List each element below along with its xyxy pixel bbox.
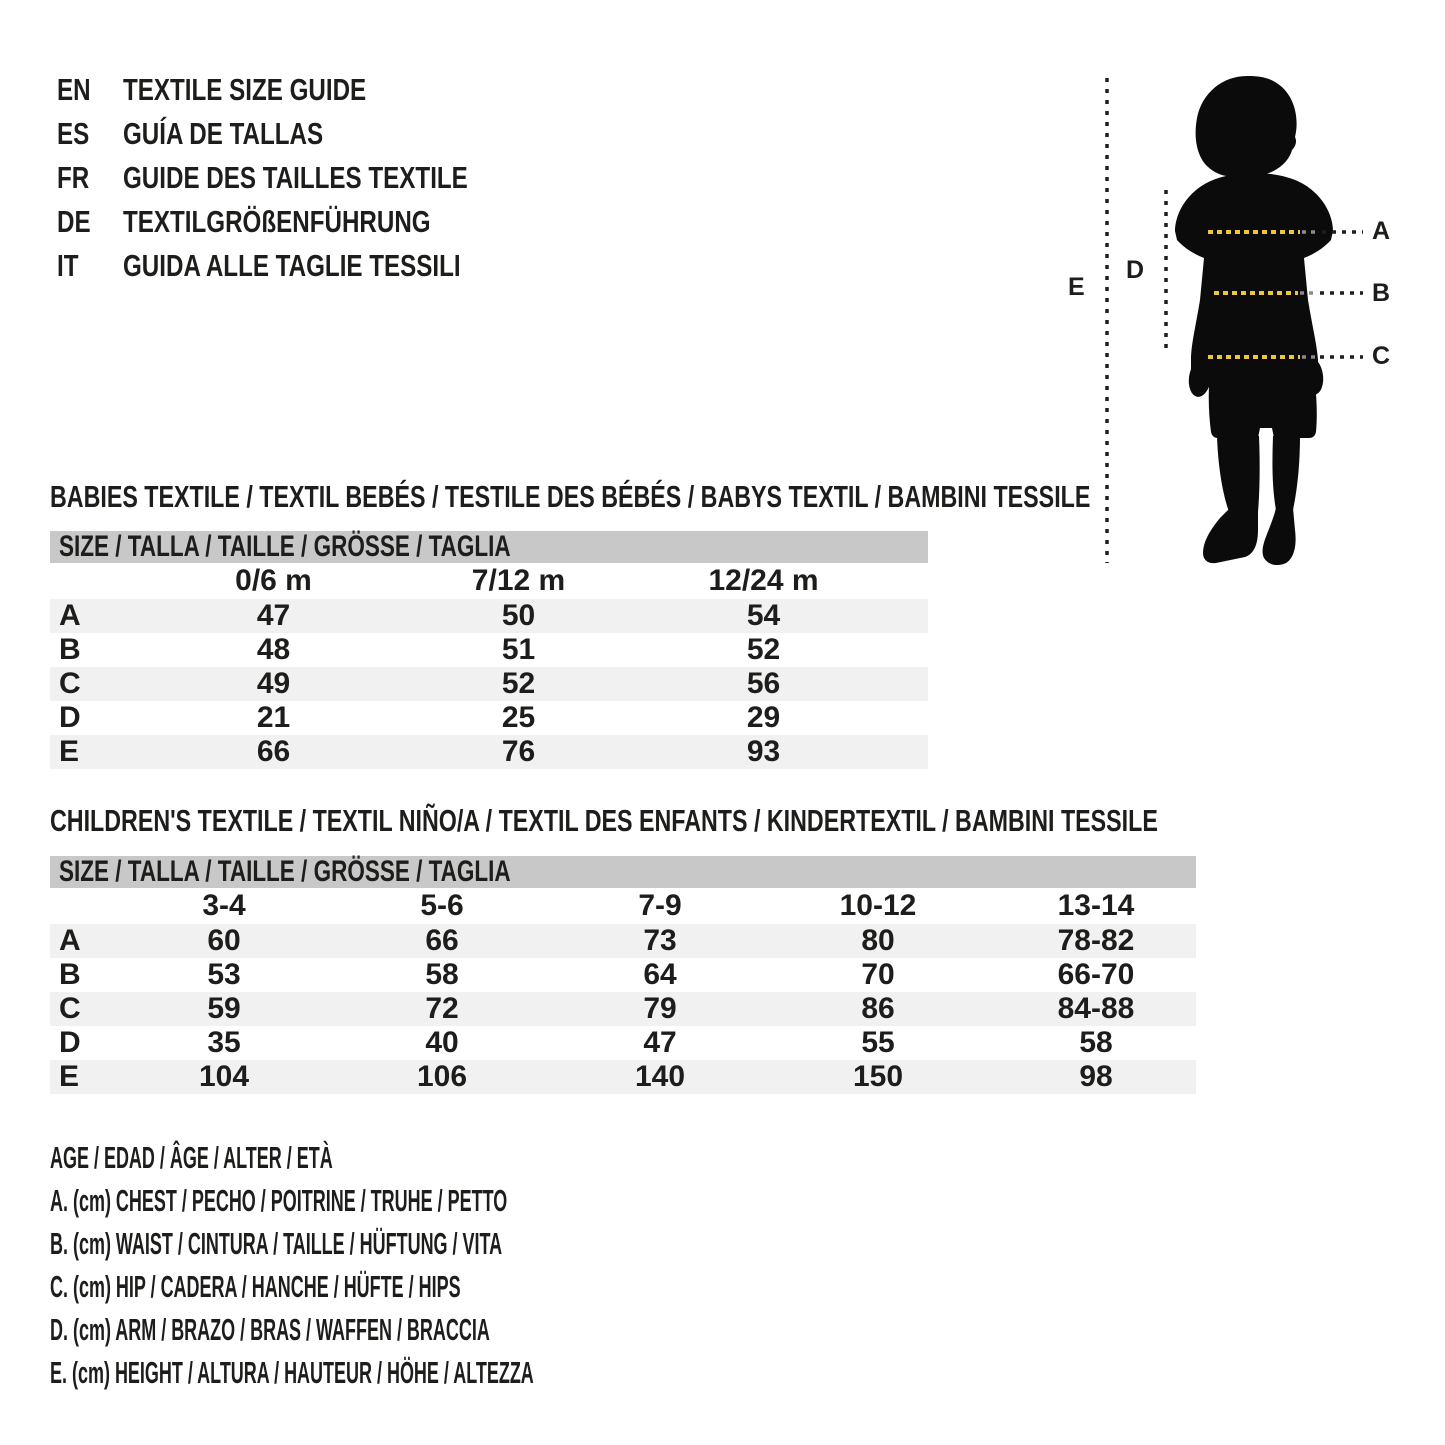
children-column-header-row — [50, 888, 1196, 924]
lang-code: EN — [57, 72, 91, 107]
guide-title: GUÍA DE TALLAS — [123, 116, 324, 151]
guide-title: GUIDE DES TAILLES TEXTILE — [123, 160, 468, 195]
table-cell: 106 — [416, 1060, 468, 1093]
table-cell: 51 — [501, 633, 536, 666]
title-line-es — [57, 112, 565, 156]
row-label: A — [59, 599, 81, 632]
children-size-table — [50, 856, 1196, 1094]
table-cell: 66 — [256, 735, 291, 768]
lang-code: ES — [57, 116, 90, 151]
table-cell: 53 — [207, 958, 241, 991]
table-cell: 47 — [643, 1026, 677, 1059]
table-cell: 56 — [746, 667, 781, 700]
table-cell: 40 — [425, 1026, 459, 1059]
table-cell: 80 — [861, 924, 895, 957]
column-header: 13-14 — [1057, 889, 1135, 922]
table-cell: 98 — [1079, 1060, 1113, 1093]
table-cell: 93 — [746, 735, 781, 768]
table-cell: 29 — [746, 701, 781, 734]
column-header: 3-4 — [202, 889, 246, 922]
legend-hip-line: C. (cm) HIP / CADERA / HANCHE / HÜFTE / HIPS — [50, 1268, 461, 1304]
title-line-fr — [57, 156, 565, 200]
marker-label-e: E — [1068, 273, 1085, 301]
column-header: 5-6 — [420, 889, 464, 922]
table-cell: 70 — [861, 958, 895, 991]
guide-title: TEXTILGRÖßENFÜHRUNG — [123, 204, 431, 239]
row-label: E — [59, 1060, 80, 1093]
table-cell: 25 — [501, 701, 536, 734]
table-row — [50, 924, 1196, 958]
row-label: A — [59, 924, 81, 957]
column-header: 10-12 — [839, 889, 917, 922]
row-label: D — [59, 701, 81, 734]
row-label: B — [59, 633, 81, 666]
table-cell: 49 — [256, 667, 291, 700]
table-cell: 59 — [207, 992, 241, 1025]
table-row — [50, 667, 928, 701]
row-label: B — [59, 958, 81, 991]
marker-label-b: B — [1372, 279, 1391, 307]
measurement-legend — [50, 1136, 884, 1394]
table-cell: 86 — [861, 992, 895, 1025]
table-cell: 79 — [643, 992, 677, 1025]
title-line-it — [57, 244, 565, 288]
table-cell: 58 — [425, 958, 459, 991]
title-line-en — [57, 68, 565, 112]
lang-code: IT — [57, 248, 79, 283]
table-cell: 78-82 — [1057, 924, 1135, 957]
guide-title: GUIDA ALLE TAGLIE TESSILI — [123, 248, 461, 283]
table-cell: 52 — [501, 667, 536, 700]
lang-code: DE — [57, 204, 91, 239]
table-cell: 54 — [746, 599, 781, 632]
marker-label-d: D — [1126, 256, 1145, 284]
child-silhouette-figure — [1050, 60, 1445, 600]
legend-arm-line: D. (cm) ARM / BRAZO / BRAS / WAFFEN / BRACCIA — [50, 1311, 490, 1347]
table-cell: 104 — [198, 1060, 250, 1093]
marker-label-c: C — [1372, 342, 1391, 370]
table-row — [50, 992, 1196, 1026]
table-row — [50, 701, 928, 735]
table-cell: 150 — [852, 1060, 904, 1093]
measurement-figure — [1050, 60, 1445, 600]
table-cell: 21 — [256, 701, 291, 734]
table-cell: 73 — [643, 924, 677, 957]
legend-chest-line: A. (cm) CHEST / PECHO / POITRINE / TRUHE / PETTO — [50, 1182, 508, 1218]
babies-section-title: BABIES TEXTILE / TEXTIL BEBÉS / TESTILE DES BÉBÉS / BABYS TEXTIL / BAMBINI TESSILE — [50, 479, 1091, 514]
legend-age-line: AGE / EDAD / ÂGE / ALTER / ETÀ — [50, 1139, 333, 1175]
column-header: 12/24 m — [708, 564, 819, 597]
legend-waist-line: B. (cm) WAIST / CINTURA / TAILLE / HÜFTUNG / VITA — [50, 1225, 503, 1261]
table-cell: 64 — [643, 958, 677, 991]
table-row — [50, 599, 928, 633]
table-row — [50, 1026, 1196, 1060]
guide-title: TEXTILE SIZE GUIDE — [123, 72, 367, 107]
table-cell: 60 — [207, 924, 241, 957]
table-cell: 66-70 — [1057, 958, 1135, 991]
column-header: 7/12 m — [471, 564, 566, 597]
marker-label-a: A — [1372, 217, 1391, 245]
row-label: C — [59, 992, 81, 1025]
legend-height-line: E. (cm) HEIGHT / ALTURA / HAUTEUR / HÖHE / ALTEZZA — [50, 1354, 534, 1390]
babies-column-header-row — [50, 563, 928, 599]
table-cell: 76 — [501, 735, 536, 768]
column-header: 7-9 — [638, 889, 682, 922]
row-label: E — [59, 735, 80, 768]
table-cell: 66 — [425, 924, 459, 957]
table-cell: 72 — [425, 992, 459, 1025]
table-row — [50, 735, 928, 769]
babies-size-table — [50, 531, 928, 769]
lang-code: FR — [57, 160, 90, 195]
table-cell: 47 — [256, 599, 291, 632]
title-line-de — [57, 200, 565, 244]
table-cell: 58 — [1079, 1026, 1113, 1059]
column-header: 0/6 m — [235, 564, 312, 597]
babies-size-header-bar: SIZE / TALLA / TAILLE / GRÖSSE / TAGLIA — [50, 531, 928, 563]
table-row — [50, 633, 928, 667]
table-cell: 84-88 — [1057, 992, 1135, 1025]
table-cell: 48 — [256, 633, 291, 666]
table-cell: 140 — [634, 1060, 686, 1093]
table-cell: 50 — [501, 599, 536, 632]
language-title-list — [57, 68, 565, 288]
row-label: C — [59, 667, 81, 700]
table-cell: 35 — [207, 1026, 241, 1059]
children-size-header-bar: SIZE / TALLA / TAILLE / GRÖSSE / TAGLIA — [50, 856, 1196, 888]
row-label: D — [59, 1026, 81, 1059]
table-cell: 55 — [861, 1026, 895, 1059]
children-section-title: CHILDREN'S TEXTILE / TEXTIL NIÑO/A / TEXTIL DES ENFANTS / KINDERTEXTIL / BAMBINI TESSILE — [50, 803, 1158, 838]
table-row — [50, 958, 1196, 992]
table-row — [50, 1060, 1196, 1094]
table-cell: 52 — [746, 633, 781, 666]
